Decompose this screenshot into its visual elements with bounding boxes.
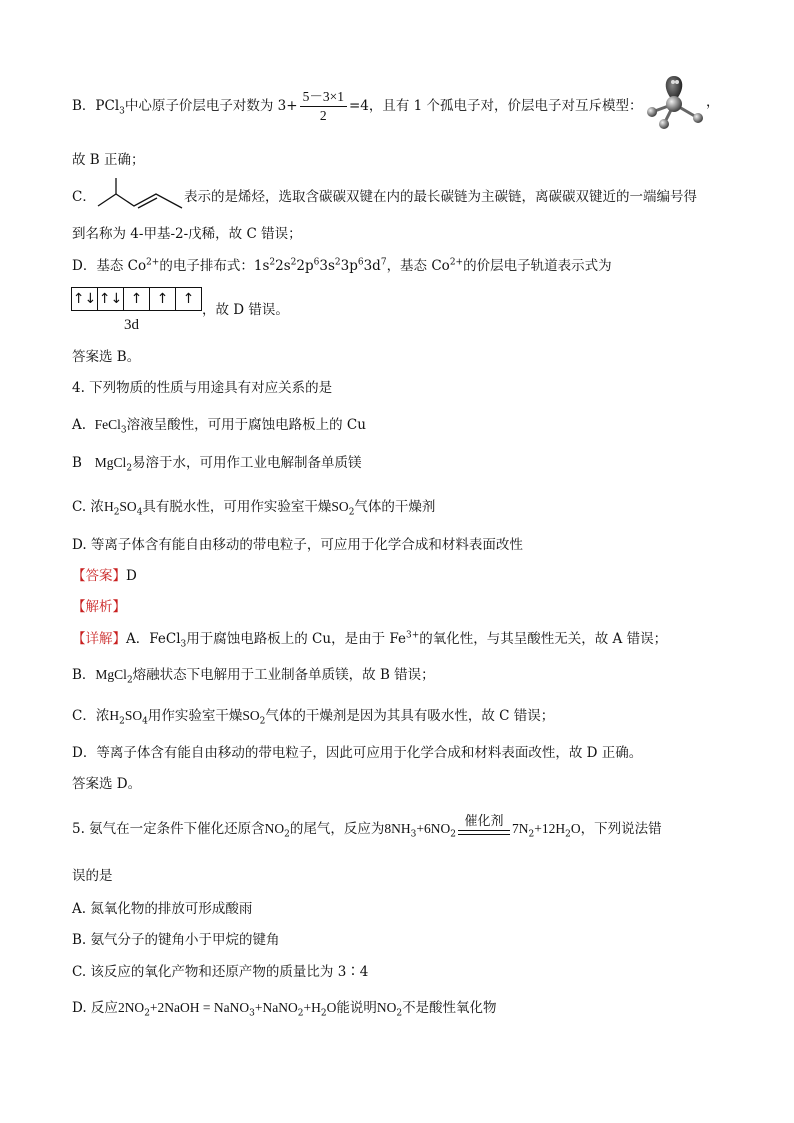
q5-option-d: D. 反应$2NO_2+2NaOH$ = $NaNO_3+NaNO_2+H_2O$能说明$NO_2$不是酸性氧化物 [72,1000,497,1019]
q3-b-conclusion: 故 B 正确； [72,152,145,168]
q3-c-label: C． [72,189,96,205]
q3-d-conclusion: ，故 D 错误。 [202,302,289,318]
orbital-box: ↑ [175,287,202,311]
q4-analysis-tag: 【解析】 [72,599,126,615]
q4-detail-d: D．等离子体含有能自由移动的带电粒子，因此可应用于化学合成和材料表面改性，故 D 正确。 [72,745,643,761]
orbital-box: ↑ [149,287,176,311]
q3-option-b: B．PCl$_3$中心原子价层电子对数为 3+ $\frac{5-3\times 1}{2}$ =4，且有 1 个孤电子对，价层电子对互斥模型： [72,89,643,123]
vsepr-model-image [640,68,710,130]
orbital-box: ↑↓ [97,287,124,311]
orbital-diagram [72,287,202,311]
q3-b-comma: ， [706,94,720,110]
skeletal-formula-image [96,176,184,216]
q4-option-c: C. 浓$H_2SO_4$具有脱水性，可用作实验室干燥$SO_2$气体的干燥剂 [72,499,436,518]
q5-stem-line1: 5. 氨气在一定条件下催化还原含$NO_2$的尾气，反应为$8NH_3+6NO_2$ 催化剂 $7N_2+12H_2O$，下列说法错 [72,814,662,840]
q3-answer: 答案选 B。 [72,349,141,365]
q4-stem: 4. 下列物质的性质与用途具有对应关系的是 [72,380,333,396]
orbital-box: ↑ [123,287,150,311]
q3-c-text: 表示的是烯烃，选取含碳碳双键在内的最长碳链为主碳链，离碳碳双键近的一端编号得 [184,189,697,205]
q5-option-c: C. 该反应的氧化产物和还原产物的质量比为 3∶4 [72,964,369,980]
reaction-condition-arrow: 催化剂 [458,814,510,835]
orbital-box: ↑↓ [71,287,98,311]
q5-stem-line2: 误的是 [72,868,113,884]
q3-c-text2: 到名称为 4-甲基-2-戊稀，故 C 错误； [72,226,302,242]
q4-option-b: B MgCl$_2$易溶于水，可用作工业电解制备单质镁 [72,455,362,474]
q5-option-a: A. 氮氧化物的排放可形成酸雨 [72,901,253,917]
orbital-label: 3d [124,317,139,333]
q3-option-d: D．基态 $Co^{2+}$的电子排布式：$1s^22s^22p^63s^23p^63d^7$，基态 $Co^{2+}$的价层电子轨道表示式为 [72,257,612,274]
q4-option-d: D. 等离子体含有能自由移动的带电粒子，可应用于化学合成和材料表面改性 [72,537,523,553]
valence-fraction: $\frac{5-3\times 1}{2}$ [300,88,347,125]
q4-detail-a: 【详解】A．FeCl$_3$用于腐蚀电路板上的 Cu，是由于 $Fe^{3+}$的氧化性，与其呈酸性无关，故 A 错误； [72,630,668,650]
q4-answer: 【答案】D [72,568,137,584]
q4-detail-c: C．浓$H_2SO_4$用作实验室干燥$SO_2$气体的干燥剂是因为其具有吸水性，故 C 错误； [72,708,555,727]
q4-final-answer: 答案选 D。 [72,776,142,792]
q5-option-b: B. 氨气分子的键角小于甲烷的键角 [72,932,280,948]
q4-detail-b: B．MgCl$_2$熔融状态下电解用于工业制备单质镁，故 B 错误； [72,667,435,686]
q4-option-a: A. FeCl$_3$溶液呈酸性，可用于腐蚀电路板上的 Cu [72,417,366,436]
